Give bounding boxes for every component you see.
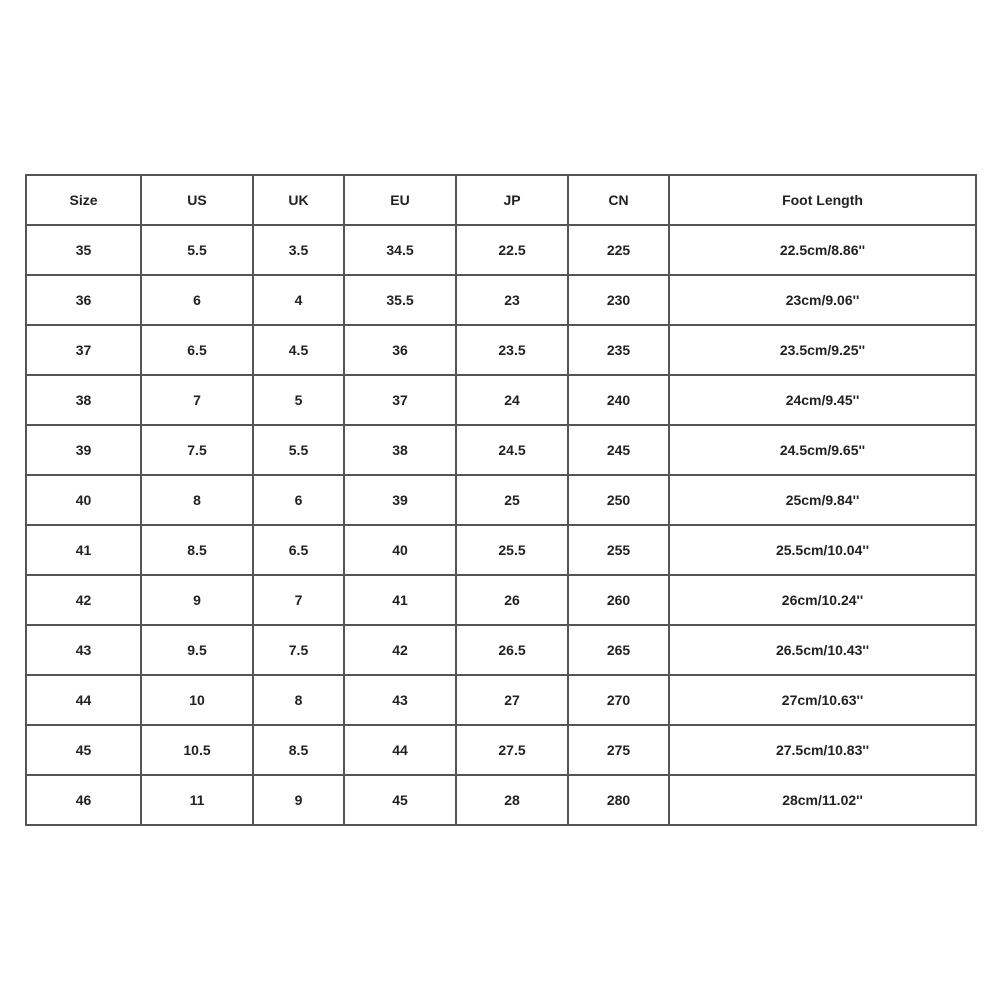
cell-jp: 25.5 xyxy=(456,525,568,575)
cell-cn: 240 xyxy=(568,375,669,425)
cell-size: 46 xyxy=(26,775,141,825)
header-cell-jp: JP xyxy=(456,175,568,225)
cell-jp: 26.5 xyxy=(456,625,568,675)
cell-cn: 255 xyxy=(568,525,669,575)
cell-size: 39 xyxy=(26,425,141,475)
table-row xyxy=(26,225,976,275)
cell-cn: 270 xyxy=(568,675,669,725)
cell-size: 45 xyxy=(26,725,141,775)
cell-jp: 27 xyxy=(456,675,568,725)
cell-cn: 230 xyxy=(568,275,669,325)
cell-uk: 6 xyxy=(253,475,344,525)
cell-eu: 37 xyxy=(344,375,456,425)
header-cell-us: US xyxy=(141,175,253,225)
cell-uk: 5.5 xyxy=(253,425,344,475)
cell-uk: 3.5 xyxy=(253,225,344,275)
table-row xyxy=(26,475,976,525)
cell-uk: 9 xyxy=(253,775,344,825)
cell-foot-length: 22.5cm/8.86'' xyxy=(669,225,976,275)
table-row xyxy=(26,775,976,825)
cell-us: 10 xyxy=(141,675,253,725)
cell-uk: 7.5 xyxy=(253,625,344,675)
cell-size: 43 xyxy=(26,625,141,675)
table-body xyxy=(26,225,976,825)
cell-us: 10.5 xyxy=(141,725,253,775)
cell-uk: 4.5 xyxy=(253,325,344,375)
table-row xyxy=(26,425,976,475)
cell-uk: 6.5 xyxy=(253,525,344,575)
header-cell-cn: CN xyxy=(568,175,669,225)
cell-eu: 34.5 xyxy=(344,225,456,275)
cell-eu: 42 xyxy=(344,625,456,675)
table-row xyxy=(26,575,976,625)
cell-cn: 265 xyxy=(568,625,669,675)
table-row xyxy=(26,725,976,775)
cell-eu: 36 xyxy=(344,325,456,375)
cell-cn: 225 xyxy=(568,225,669,275)
cell-jp: 28 xyxy=(456,775,568,825)
cell-eu: 41 xyxy=(344,575,456,625)
header-cell-foot-length: Foot Length xyxy=(669,175,976,225)
cell-size: 42 xyxy=(26,575,141,625)
cell-size: 36 xyxy=(26,275,141,325)
cell-foot-length: 25.5cm/10.04'' xyxy=(669,525,976,575)
table-row xyxy=(26,375,976,425)
cell-foot-length: 26cm/10.24'' xyxy=(669,575,976,625)
cell-jp: 23 xyxy=(456,275,568,325)
cell-eu: 40 xyxy=(344,525,456,575)
cell-uk: 5 xyxy=(253,375,344,425)
table-row xyxy=(26,525,976,575)
cell-uk: 8 xyxy=(253,675,344,725)
cell-uk: 7 xyxy=(253,575,344,625)
cell-cn: 280 xyxy=(568,775,669,825)
cell-cn: 275 xyxy=(568,725,669,775)
cell-eu: 38 xyxy=(344,425,456,475)
cell-size: 35 xyxy=(26,225,141,275)
cell-jp: 26 xyxy=(456,575,568,625)
cell-jp: 27.5 xyxy=(456,725,568,775)
cell-us: 8.5 xyxy=(141,525,253,575)
cell-size: 41 xyxy=(26,525,141,575)
cell-cn: 260 xyxy=(568,575,669,625)
cell-us: 9 xyxy=(141,575,253,625)
cell-us: 5.5 xyxy=(141,225,253,275)
cell-jp: 24 xyxy=(456,375,568,425)
table-row xyxy=(26,325,976,375)
cell-us: 11 xyxy=(141,775,253,825)
cell-eu: 35.5 xyxy=(344,275,456,325)
cell-foot-length: 27.5cm/10.83'' xyxy=(669,725,976,775)
cell-jp: 25 xyxy=(456,475,568,525)
cell-eu: 43 xyxy=(344,675,456,725)
cell-us: 6 xyxy=(141,275,253,325)
cell-eu: 39 xyxy=(344,475,456,525)
cell-uk: 4 xyxy=(253,275,344,325)
cell-size: 44 xyxy=(26,675,141,725)
cell-foot-length: 23cm/9.06'' xyxy=(669,275,976,325)
cell-us: 9.5 xyxy=(141,625,253,675)
cell-foot-length: 28cm/11.02'' xyxy=(669,775,976,825)
header-cell-eu: EU xyxy=(344,175,456,225)
cell-cn: 245 xyxy=(568,425,669,475)
header-cell-uk: UK xyxy=(253,175,344,225)
cell-jp: 24.5 xyxy=(456,425,568,475)
cell-jp: 23.5 xyxy=(456,325,568,375)
table-row xyxy=(26,625,976,675)
cell-size: 37 xyxy=(26,325,141,375)
header-cell-size: Size xyxy=(26,175,141,225)
header-row xyxy=(26,175,976,225)
cell-foot-length: 24cm/9.45'' xyxy=(669,375,976,425)
cell-foot-length: 23.5cm/9.25'' xyxy=(669,325,976,375)
cell-foot-length: 24.5cm/9.65'' xyxy=(669,425,976,475)
cell-jp: 22.5 xyxy=(456,225,568,275)
cell-cn: 250 xyxy=(568,475,669,525)
cell-cn: 235 xyxy=(568,325,669,375)
size-chart-table xyxy=(25,174,977,826)
cell-us: 6.5 xyxy=(141,325,253,375)
cell-foot-length: 26.5cm/10.43'' xyxy=(669,625,976,675)
cell-eu: 44 xyxy=(344,725,456,775)
cell-foot-length: 25cm/9.84'' xyxy=(669,475,976,525)
cell-foot-length: 27cm/10.63'' xyxy=(669,675,976,725)
table-header xyxy=(26,175,976,225)
table-row xyxy=(26,275,976,325)
cell-us: 7.5 xyxy=(141,425,253,475)
cell-size: 38 xyxy=(26,375,141,425)
table-row xyxy=(26,675,976,725)
cell-size: 40 xyxy=(26,475,141,525)
cell-us: 7 xyxy=(141,375,253,425)
cell-uk: 8.5 xyxy=(253,725,344,775)
cell-eu: 45 xyxy=(344,775,456,825)
cell-us: 8 xyxy=(141,475,253,525)
